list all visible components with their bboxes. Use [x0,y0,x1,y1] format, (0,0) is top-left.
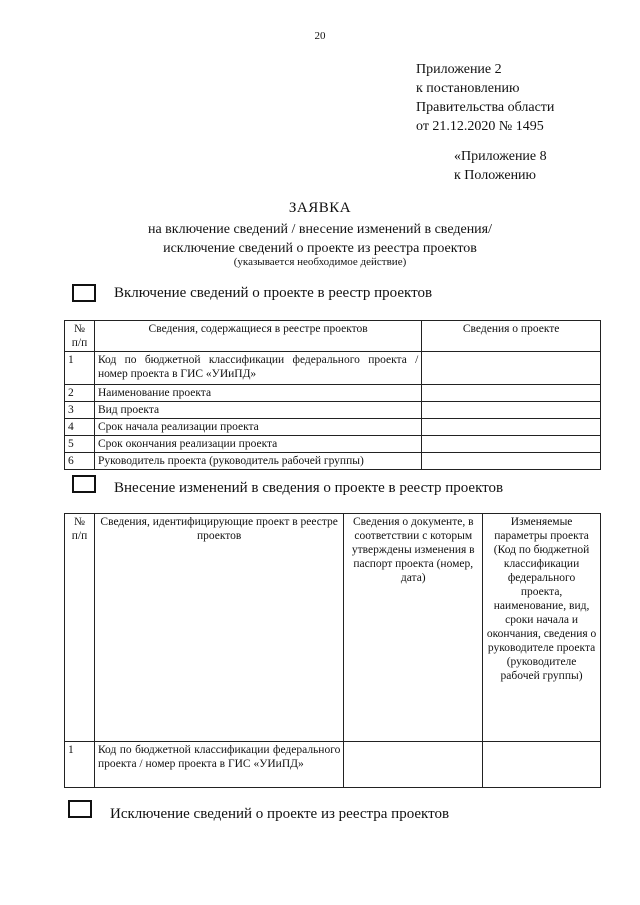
appendix-line: к постановлению [416,81,520,96]
changes-checkbox[interactable] [72,475,96,493]
row-text: Срок окончания реализации проекта [94,436,421,453]
row-number: 2 [65,385,95,402]
inclusion-table [64,320,601,470]
row-number: 4 [65,419,95,436]
appendix-block [416,60,554,136]
table-row [65,742,601,788]
row-text: Код по бюджетной классификации федерального проекта / номер проекта в ГИС «УИиПД» [94,742,343,788]
row-number: 5 [65,436,95,453]
appendix-line: Приложение 2 [416,62,502,77]
row-text: Наименование проекта [94,385,421,402]
table-row [65,419,601,436]
parameters-value-cell[interactable] [483,742,601,788]
row-text: Вид проекта [94,402,421,419]
column-header-document-data: Сведения о документе, в соответствии с которым утверждены изменения в паспорт проекта (номер, дата) [344,514,483,742]
column-header-project-data: Сведения о проекте [422,321,601,352]
column-header-changed-parameters: Изменяемые параметры проекта (Код по бюджетной классификации федерального проекта, наименование, вид, сроки начала и окончания, сведения о руководителе проекта (руководителе рабочей группы) [483,514,601,742]
appendix-line: Правительства области [416,100,555,115]
column-header-registry-data: Сведения, содержащиеся в реестре проектов [94,321,421,352]
row-text: Руководитель проекта (руководитель рабочей группы) [94,453,421,470]
section-exclusion-label: Исключение сведений о проекте из реестра проектов [110,806,450,822]
row-value-cell[interactable] [422,352,601,385]
appendix-line: от 21.12.2020 № 1495 [416,119,544,134]
page-number: 20 [314,30,326,42]
column-header-num: № п/п [65,321,95,352]
document-subtitle [0,220,640,258]
appendix-inner-line: «Приложение 8 [454,149,547,164]
row-number: 1 [65,742,95,788]
row-value-cell[interactable] [422,402,601,419]
inclusion-checkbox[interactable] [72,284,96,302]
appendix-inner-line: к Положению [454,168,537,183]
action-note: (указывается необходимое действие) [233,256,407,268]
document-title: ЗАЯВКА [288,200,352,216]
section-changes-label: Внесение изменений в сведения о проекте в реестр проектов [114,480,504,496]
table-row [65,385,601,402]
changes-table [64,513,601,788]
subtitle-line: на включение сведений / внесение изменений в сведения/ [147,222,493,237]
row-text: Срок начала реализации проекта [94,419,421,436]
row-text: Код по бюджетной классификации федерального проекта / номер проекта в ГИС «УИиПД» [94,352,421,385]
section-inclusion-label: Включение сведений о проекте в реестр проектов [114,285,433,301]
row-number: 6 [65,453,95,470]
subtitle-line: исключение сведений о проекте из реестра проектов [163,241,477,256]
table-row [65,402,601,419]
row-number: 1 [65,352,95,385]
row-value-cell[interactable] [422,419,601,436]
row-value-cell[interactable] [422,453,601,470]
appendix-inner-block [454,147,547,185]
row-value-cell[interactable] [422,385,601,402]
row-number: 3 [65,402,95,419]
exclusion-checkbox[interactable] [68,800,92,818]
column-header-num: № п/п [65,514,95,742]
document-value-cell[interactable] [344,742,483,788]
table-row [65,352,601,385]
column-header-identifying-data: Сведения, идентифицирующие проект в реестре проектов [94,514,343,742]
table-row [65,436,601,453]
table-row [65,453,601,470]
row-value-cell[interactable] [422,436,601,453]
